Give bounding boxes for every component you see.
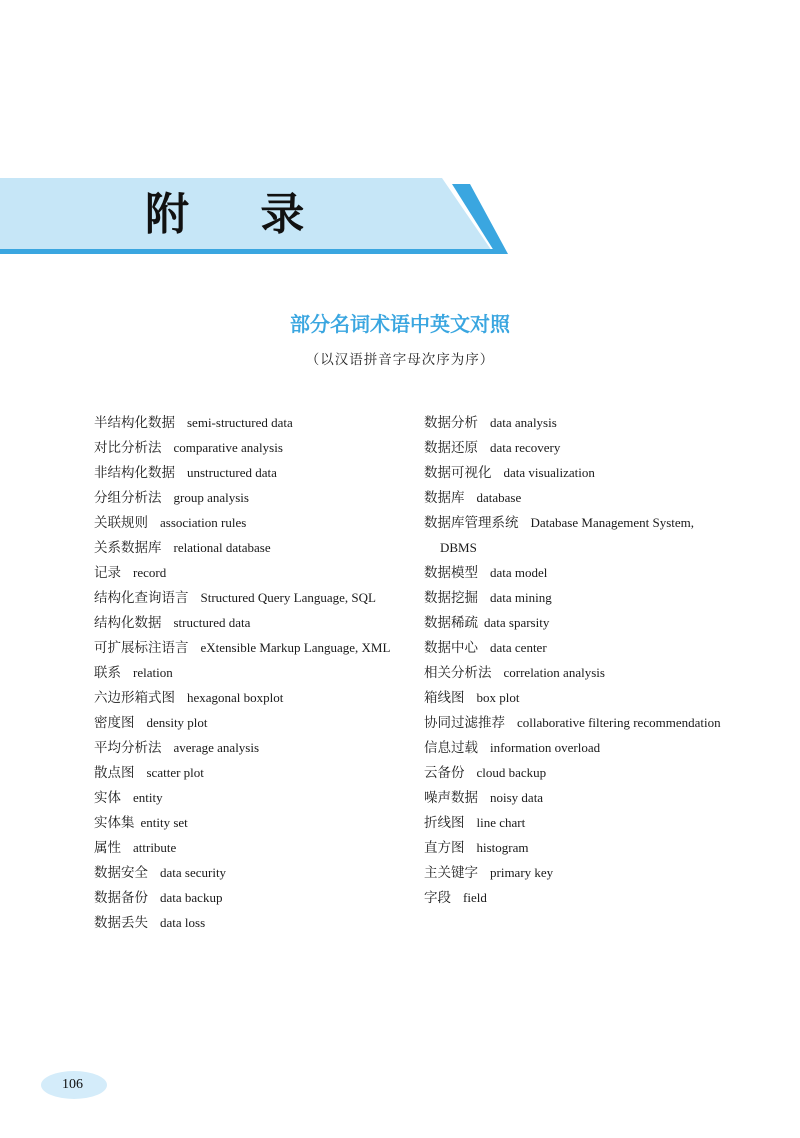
term-entry [94,785,414,810]
term-entry [424,560,784,585]
term-cn: 属性 [94,840,121,856]
term-en: data backup [160,890,223,905]
term-entry [94,535,414,560]
term-en: association rules [160,515,247,530]
term-entry [94,910,414,935]
term-en: scatter plot [146,765,204,780]
term-entry [424,585,784,610]
term-cn: 分组分析法 [94,490,162,506]
term-en: data model [490,565,548,580]
appendix-banner [0,0,800,280]
term-en: average analysis [173,740,260,755]
banner-graphic [0,0,800,280]
term-en: unstructured data [187,465,277,480]
term-en: box plot [476,690,520,705]
term-entry [424,810,784,835]
term-cn: 非结构化数据 [94,465,175,481]
term-cn: 主关键字 [424,865,478,881]
term-en: structured data [173,615,251,630]
term-en: database [476,490,522,505]
term-entry [94,410,414,435]
term-en: data visualization [503,465,595,480]
term-cn: 散点图 [94,765,135,781]
appendix-title: 附 录 [145,189,333,240]
term-cn: 平均分析法 [94,740,162,756]
term-cn: 数据库 [424,490,465,506]
term-cn: 协同过滤推荐 [424,715,505,731]
term-cn: 数据中心 [424,640,478,656]
term-en: collaborative filtering recommendation [517,715,721,730]
term-cn: 数据挖掘 [424,590,478,606]
page-number: 106 [62,1077,83,1092]
term-entry [424,710,784,735]
term-en: entity [133,790,163,805]
term-en: relational database [173,540,271,555]
term-cn: 关系数据库 [94,540,162,556]
term-en: Database Management System, [530,515,695,530]
term-entry [94,685,414,710]
terms-column-left [94,410,414,935]
term-entry [424,885,784,910]
banner-underline [0,249,505,254]
term-cn: 数据丢失 [94,915,148,931]
term-en: noisy data [490,790,544,805]
term-cn: 数据备份 [94,890,148,906]
term-cn: 结构化查询语言 [94,590,189,606]
term-cn: 结构化数据 [94,615,162,631]
term-entry [94,610,414,635]
term-cn: 数据安全 [94,865,148,881]
term-entry [94,835,414,860]
term-cn: 数据模型 [424,565,478,581]
term-en: data security [160,865,227,880]
term-cn: 数据分析 [424,415,478,431]
term-en: cloud backup [476,765,547,780]
term-cn: 记录 [94,565,121,581]
term-en: data recovery [490,440,561,455]
term-entry [94,560,414,585]
term-en: data sparsity [484,615,550,630]
section-title: 部分名词术语中英文对照 [290,312,510,336]
term-cn: 密度图 [94,715,135,731]
term-entry [424,610,784,635]
term-en: comparative analysis [173,440,283,455]
term-entry [424,460,784,485]
term-en: DBMS [440,540,477,555]
term-entry [94,510,414,535]
term-en: record [133,565,167,580]
term-cn: 箱线图 [424,690,465,706]
term-entry [424,635,784,660]
term-en: field [463,890,487,905]
term-cn: 半结构化数据 [94,415,175,431]
term-entry [94,710,414,735]
term-cn: 云备份 [424,765,465,781]
term-cn: 噪声数据 [424,790,478,806]
term-cn: 数据稀疏 [424,615,478,631]
term-en: data loss [160,915,206,930]
term-entry [94,485,414,510]
term-en: information overload [490,740,601,755]
term-en: density plot [146,715,208,730]
term-en: line chart [476,815,526,830]
term-en: attribute [133,840,177,855]
term-en: eXtensible Markup Language, XML [200,640,391,655]
term-cn: 相关分析法 [424,665,492,681]
term-cn: 数据可视化 [424,465,492,481]
term-cn: 实体集 [94,815,135,831]
term-entry-continuation [424,535,784,560]
term-entry [424,685,784,710]
term-entry [94,760,414,785]
term-entry [424,485,784,510]
term-entry [424,785,784,810]
term-en: hexagonal boxplot [187,690,284,705]
term-en: data analysis [490,415,557,430]
term-entry [94,460,414,485]
term-cn: 数据还原 [424,440,478,456]
term-en: group analysis [173,490,249,505]
term-entry [94,635,414,660]
term-entry [94,810,414,835]
terms-column-right [424,410,784,910]
term-entry [424,735,784,760]
term-cn: 字段 [424,890,451,906]
term-entry [94,735,414,760]
term-cn: 实体 [94,790,121,806]
term-cn: 信息过载 [424,740,478,756]
term-entry [94,585,414,610]
term-entry [424,435,784,460]
term-entry [424,760,784,785]
term-en: primary key [490,865,554,880]
term-entry [424,410,784,435]
term-entry [424,860,784,885]
term-entry [424,510,784,535]
term-cn: 联系 [94,665,121,681]
term-en: Structured Query Language, SQL [200,590,376,605]
term-cn: 六边形箱式图 [94,690,175,706]
term-en: semi-structured data [187,415,293,430]
term-cn: 可扩展标注语言 [94,640,189,656]
term-en: correlation analysis [503,665,605,680]
term-entry [94,435,414,460]
term-cn: 直方图 [424,840,465,856]
term-en: entity set [140,815,188,830]
term-cn: 对比分析法 [94,440,162,456]
term-entry [94,860,414,885]
term-entry [94,660,414,685]
term-en: data center [490,640,547,655]
term-entry [424,835,784,860]
term-entry [424,660,784,685]
term-en: histogram [476,840,529,855]
term-entry [94,885,414,910]
term-cn: 数据库管理系统 [424,515,519,531]
section-subtitle: （以汉语拼音字母次序为序） [305,352,495,368]
term-cn: 折线图 [424,815,465,831]
term-cn: 关联规则 [94,515,148,531]
term-en: relation [133,665,173,680]
term-en: data mining [490,590,552,605]
